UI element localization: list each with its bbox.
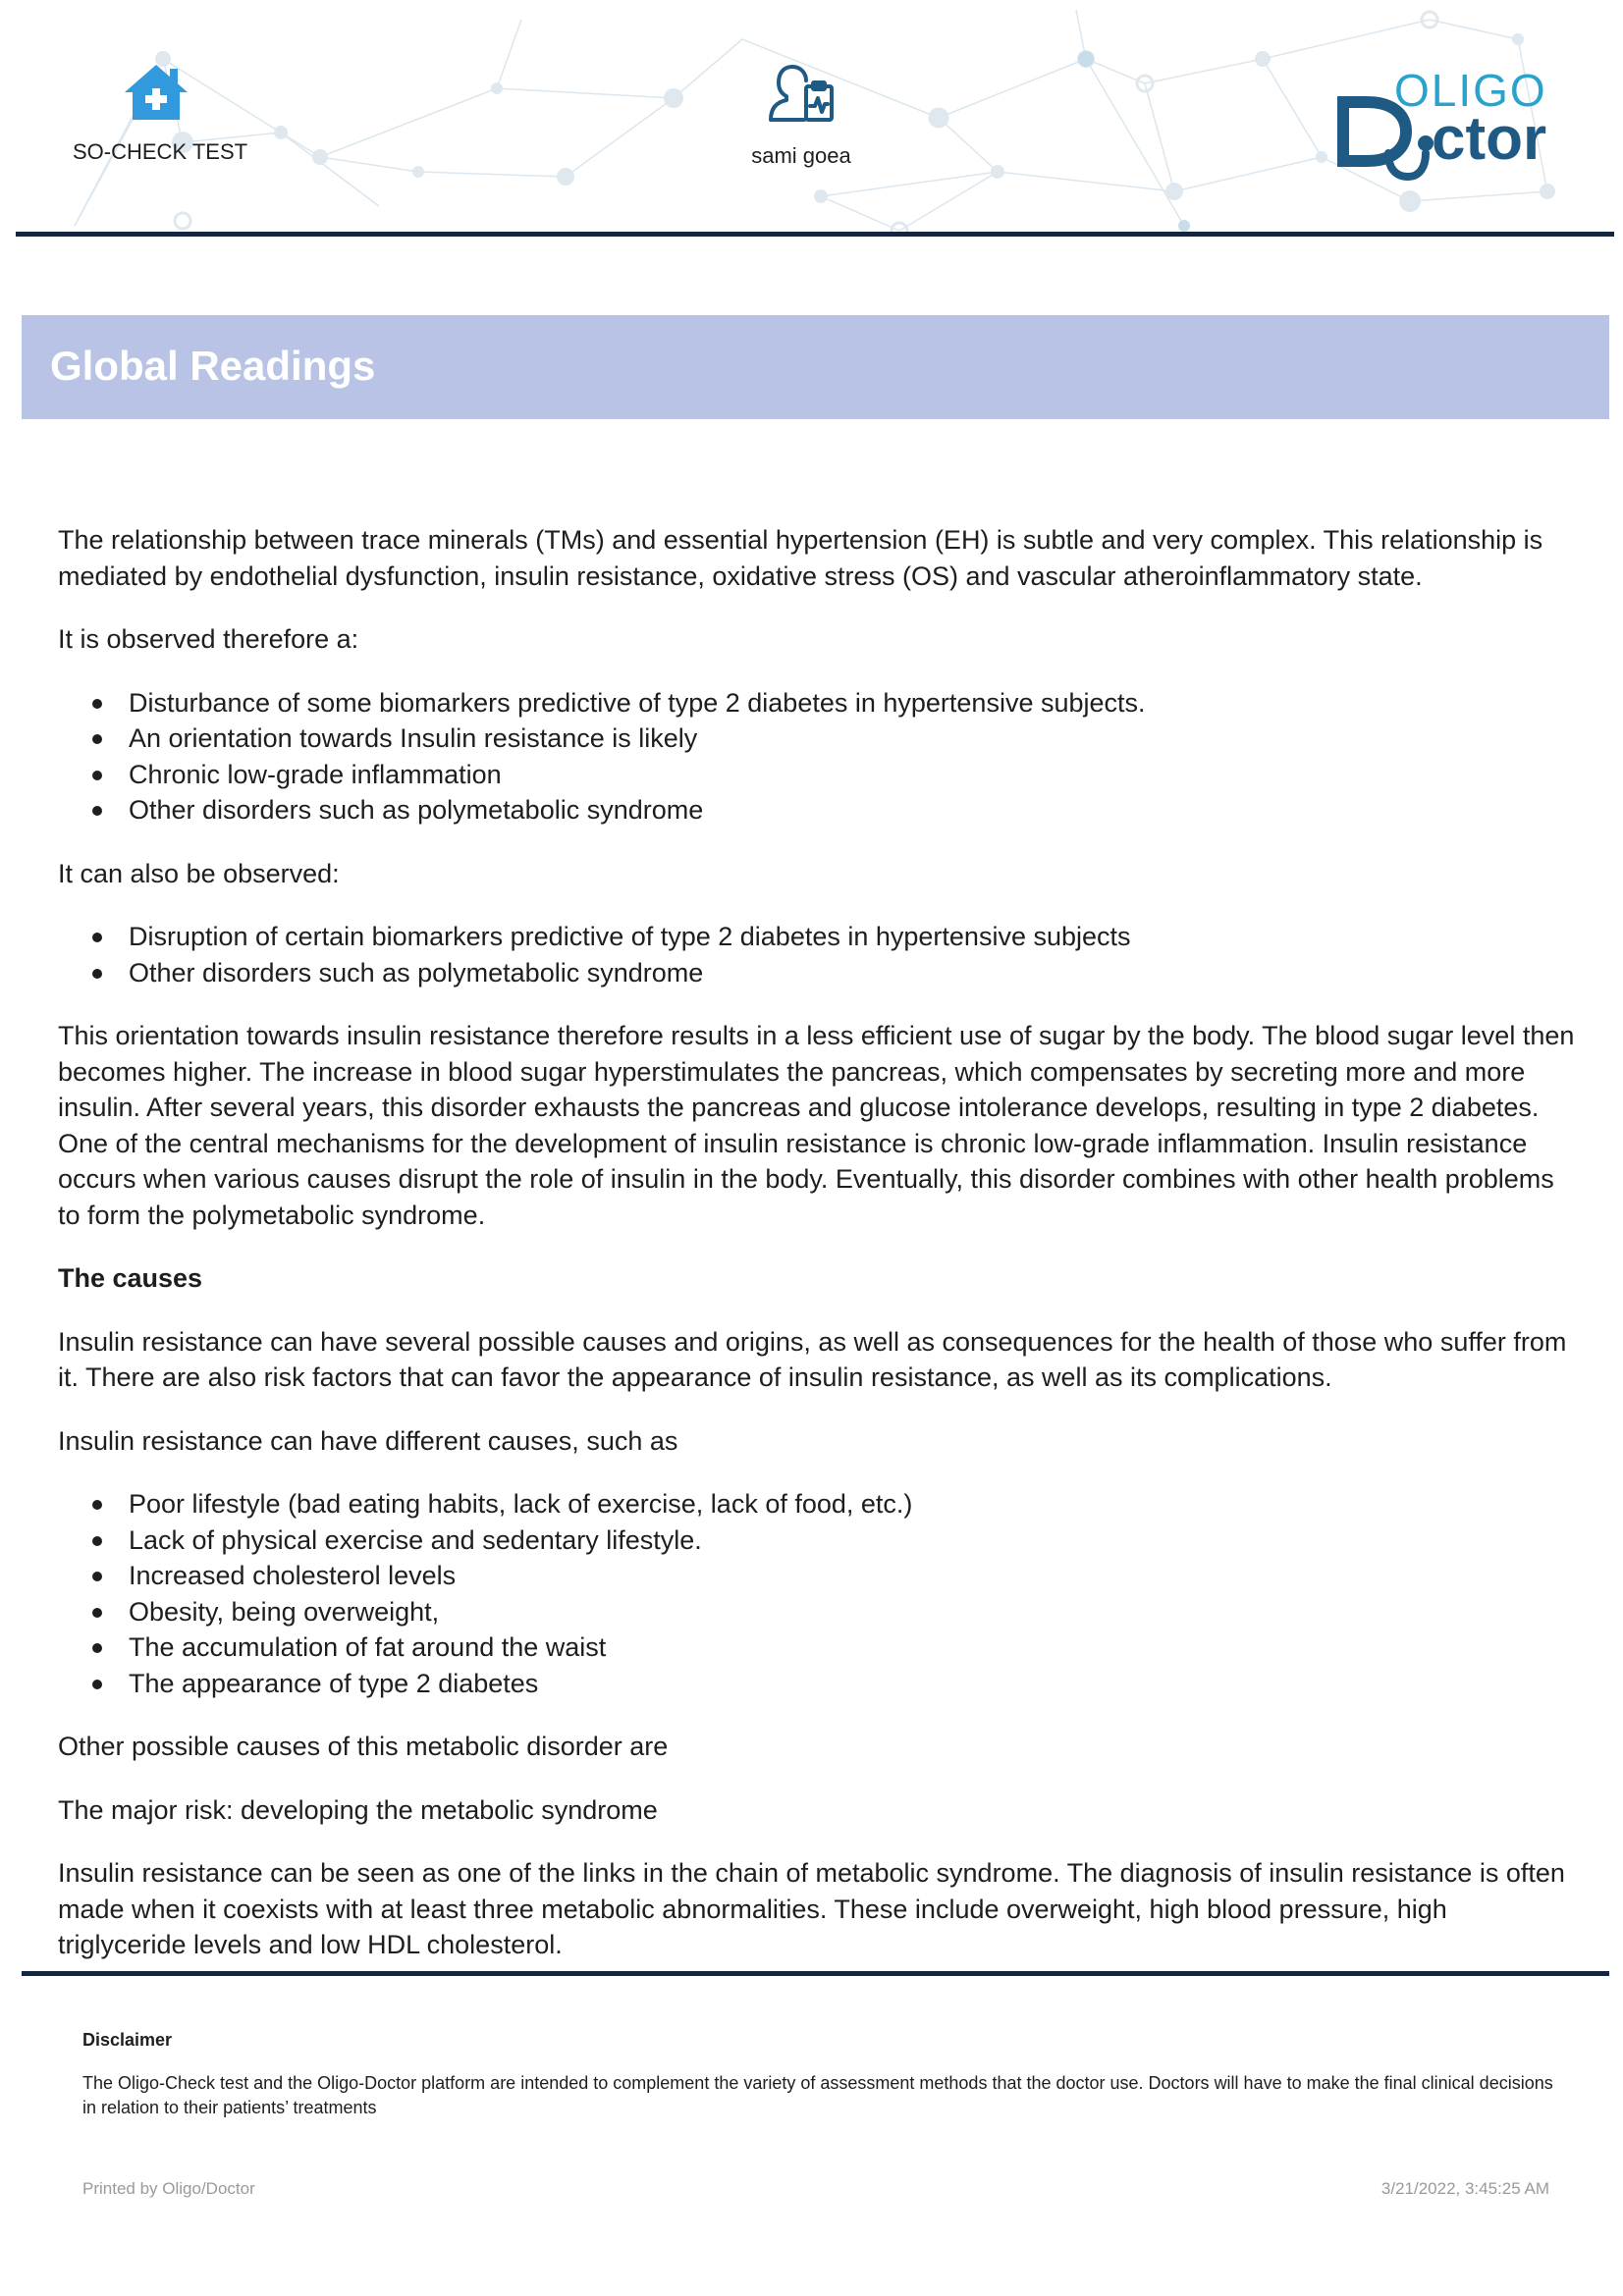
list-item: Disturbance of some biomarkers predictive of type 2 diabetes in hypertensive subjects. bbox=[58, 685, 1578, 721]
causes-heading: The causes bbox=[58, 1263, 203, 1293]
causes-paragraph: Insulin resistance can have several possible causes and origins, as well as consequences for the health of those who suffer from it. There are also risk factors that can favor the appearance of insulin resistance, as well as its complications. bbox=[58, 1326, 1567, 1392]
report-content bbox=[58, 522, 1578, 1991]
causes-intro: Insulin resistance can have different causes, such as bbox=[58, 1425, 678, 1456]
disclaimer-title: Disclaimer bbox=[82, 2030, 173, 2050]
major-risk: The major risk: developing the metabolic syndrome bbox=[58, 1794, 658, 1825]
observed-list bbox=[58, 685, 1578, 828]
print-date: 3/21/2022, 3:45:25 AM bbox=[1380, 2179, 1549, 2198]
also-observed-intro: It can also be observed: bbox=[58, 858, 340, 888]
orientation-paragraph: This orientation towards insulin resistance therefore results in a less efficient use of sugar by the body. The blood sugar level then becomes higher. The increase in blood sugar hyperstimulates the pancreas, which compensates by secreting more and more insulin. After several years, this disorder exhausts the pancreas and glucose intolerance develops, resulting in type 2 diabetes. One of the central mechanisms for the development of insulin resistance is chronic low-grade inflammation. Insulin resistance occurs when various causes disrupt the role of insulin in the body. Eventually, this disorder combines with other health problems to form the polymetabolic syndrome. bbox=[58, 1021, 1575, 1230]
list-item: Chronic low-grade inflammation bbox=[58, 757, 1578, 793]
list-item: Increased cholesterol levels bbox=[58, 1558, 1578, 1594]
test-info bbox=[73, 61, 248, 165]
list-item: The appearance of type 2 diabetes bbox=[58, 1666, 1578, 1702]
patient-info bbox=[723, 61, 880, 169]
patient-chart-icon bbox=[767, 61, 836, 126]
intro-paragraph: The relationship between trace minerals (TMs) and essential hypertension (EH) is subtle and very complex. This relationship is mediated by endothelial dysfunction, insulin resistance, oxidative stress (OS) and vascular atheroinflammatory state. bbox=[58, 525, 1543, 591]
list-item: Obesity, being overweight, bbox=[58, 1594, 1578, 1630]
list-item: Other disorders such as polymetabolic syndrome bbox=[58, 792, 1578, 828]
patient-name: sami goea bbox=[751, 143, 851, 168]
other-causes: Other possible causes of this metabolic disorder are bbox=[58, 1732, 669, 1761]
causes-list bbox=[58, 1486, 1578, 1701]
also-observed-list bbox=[58, 919, 1578, 990]
disclaimer-text: The Oligo-Check test and the Oligo-Doctor platform are intended to complement the variety of assessment methods that the doctor use. Doctors will have to make the final clinical decisions in relation to their patients’ treatments bbox=[82, 2073, 1553, 2117]
list-item: Other disorders such as polymetabolic syndrome bbox=[58, 955, 1578, 991]
svg-text:ctor: ctor bbox=[1432, 105, 1547, 173]
metabolic-paragraph: Insulin resistance can be seen as one of the links in the chain of metabolic syndrome. The diagnosis of insulin resistance is often made when it coexists with at least three metabolic abnormalities. These include overweight, high blood pressure, high triglyceride levels and low HDL cholesterol. bbox=[58, 1858, 1565, 1959]
list-item: Poor lifestyle (bad eating habits, lack of exercise, lack of food, etc.) bbox=[58, 1486, 1578, 1522]
observed-intro: It is observed therefore a: bbox=[58, 624, 359, 654]
printed-by: Printed by Oligo/Doctor bbox=[82, 2179, 255, 2198]
section-banner bbox=[22, 315, 1609, 419]
list-item: An orientation towards Insulin resistance is likely bbox=[58, 721, 1578, 757]
home-plus-icon bbox=[121, 61, 191, 122]
list-item: Disruption of certain biomarkers predictive of type 2 diabetes in hypertensive subjects bbox=[58, 919, 1578, 955]
section-title: Global Readings bbox=[50, 343, 376, 389]
logo-graphic bbox=[1337, 59, 1608, 187]
page-header bbox=[16, 0, 1614, 238]
logo-line1: OLIGO bbox=[1394, 65, 1547, 116]
header-divider bbox=[16, 232, 1614, 237]
oligo-doctor-logo bbox=[1337, 59, 1608, 187]
test-name: SO-CHECK TEST bbox=[73, 139, 248, 164]
page-footer bbox=[0, 1976, 1623, 2296]
list-item: The accumulation of fat around the waist bbox=[58, 1629, 1578, 1666]
list-item: Lack of physical exercise and sedentary lifestyle. bbox=[58, 1522, 1578, 1559]
